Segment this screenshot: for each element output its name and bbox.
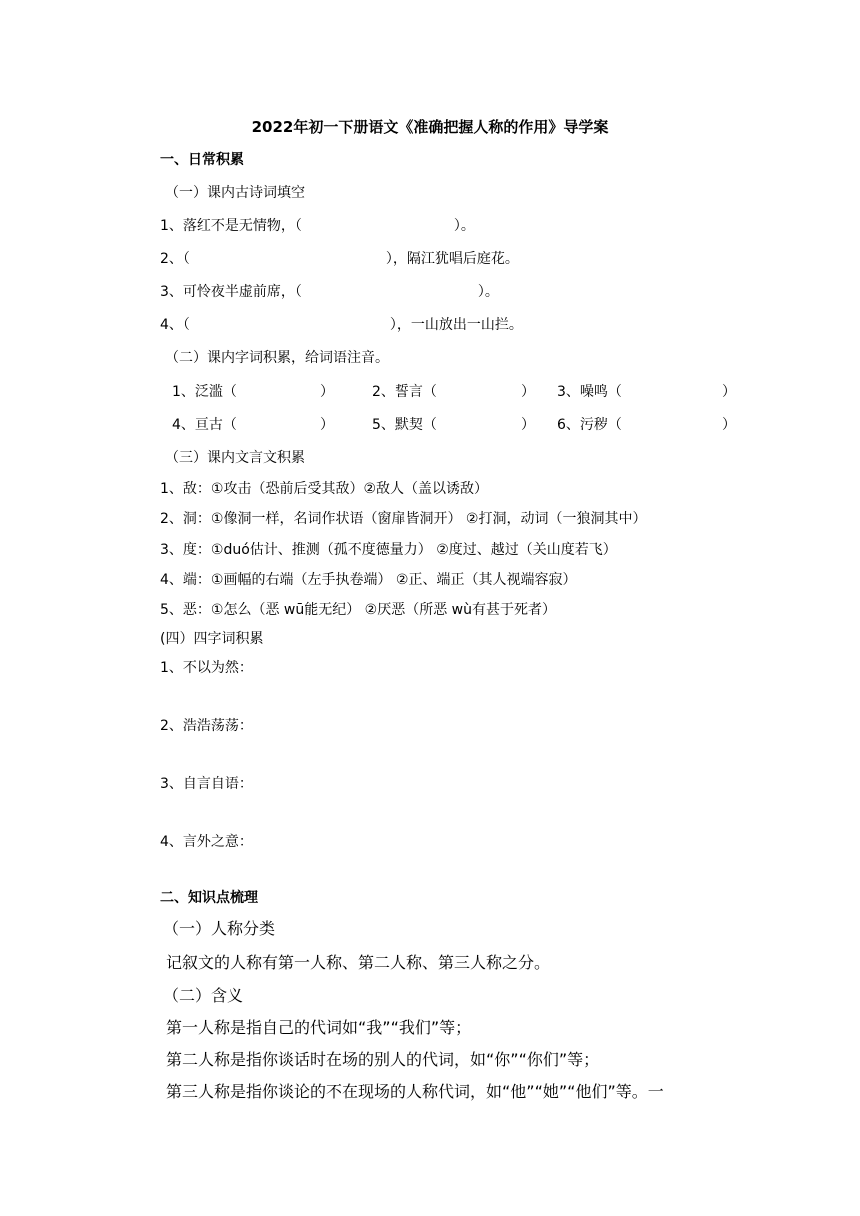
pinyin-word: 2、誓言（ <box>372 384 437 400</box>
classical-item-2: 2、洞：①像洞一样，名词作状语（窗扉皆洞开） ②打洞，动词（一狼洞其中） <box>160 511 647 527</box>
pinyin-close: ） <box>521 417 535 433</box>
poem-item-post: ），隔江犹唱后庭花。 <box>385 251 519 267</box>
idiom-item-2: 2、浩浩荡荡： <box>160 718 253 734</box>
section1-heading: 一、日常积累 <box>160 152 244 168</box>
pinyin-close: ） <box>320 384 334 400</box>
section2-paragraph: 第三人称是指你谈论的不在现场的人称代词，如“他”“她”“他们”等。一 <box>166 1082 664 1101</box>
poem-item-2 <box>160 250 519 268</box>
pinyin-close: ） <box>722 384 736 400</box>
poem-item-pre: 2、（ <box>160 251 190 267</box>
classical-item-3: 3、度：①duó估计、推测（孤不度德量力） ②度过、越过（关山度若飞） <box>160 542 617 558</box>
section2-paragraph: 第一人称是指自己的代词如“我”“我们”等； <box>166 1018 472 1037</box>
part1-heading: （一）课内古诗词填空 <box>165 185 305 201</box>
pinyin-word: 6、污秽（ <box>557 417 622 433</box>
poem-item-post: ）。 <box>477 284 499 300</box>
pinyin-word: 4、亘古（ <box>172 417 237 433</box>
part3-heading: （三）课内文言文积累 <box>165 450 305 466</box>
poem-item-post: ）。 <box>453 218 475 234</box>
pinyin-close: ） <box>521 384 535 400</box>
pinyin-word: 5、默契（ <box>372 417 437 433</box>
classical-item-1: 1、敌：①攻击（恐前后受其敌）②敌人（盖以诱敌） <box>160 481 489 497</box>
part4-heading: (四）四字词积累 <box>160 631 264 647</box>
idiom-item-4: 4、言外之意： <box>160 834 253 850</box>
idiom-item-1: 1、不以为然： <box>160 660 253 676</box>
section2-sub1: （一）人称分类 <box>163 919 276 938</box>
poem-item-4 <box>160 316 523 334</box>
idiom-item-3: 3、自言自语： <box>160 776 253 792</box>
section2-paragraph: 第二人称是指你谈话时在场的别人的代词，如“你”“你们”等； <box>166 1050 600 1069</box>
poem-item-3 <box>160 283 499 301</box>
pinyin-close: ） <box>320 417 334 433</box>
pinyin-word: 1、泛滥（ <box>172 384 237 400</box>
part2-heading: （二）课内字词积累，给词语注音。 <box>165 350 389 366</box>
pinyin-close: ） <box>722 417 736 433</box>
poem-item-1 <box>160 217 475 235</box>
classical-item-5: 5、恶：①怎么（恶 wū能无纪） ②厌恶（所恶 wù有甚于死者） <box>160 602 557 618</box>
document-title: 2022年初一下册语文《准确把握人称的作用》导学案 <box>251 118 609 136</box>
pinyin-word: 3、噪鸣（ <box>557 384 622 400</box>
poem-item-pre: 3、可怜夜半虚前席，（ <box>160 284 302 300</box>
section2-heading: 二、知识点梳理 <box>160 890 258 906</box>
section2-sub2: （二）含义 <box>163 986 244 1005</box>
poem-item-pre: 4、（ <box>160 317 190 333</box>
poem-item-post: ），一山放出一山拦。 <box>389 317 523 333</box>
classical-item-4: 4、端：①画幅的右端（左手执卷端） ②正、端正（其人视端容寂） <box>160 572 577 588</box>
section2-paragraph: 记叙文的人称有第一人称、第二人称、第三人称之分。 <box>166 953 551 972</box>
poem-item-pre: 1、落红不是无情物，（ <box>160 218 302 234</box>
